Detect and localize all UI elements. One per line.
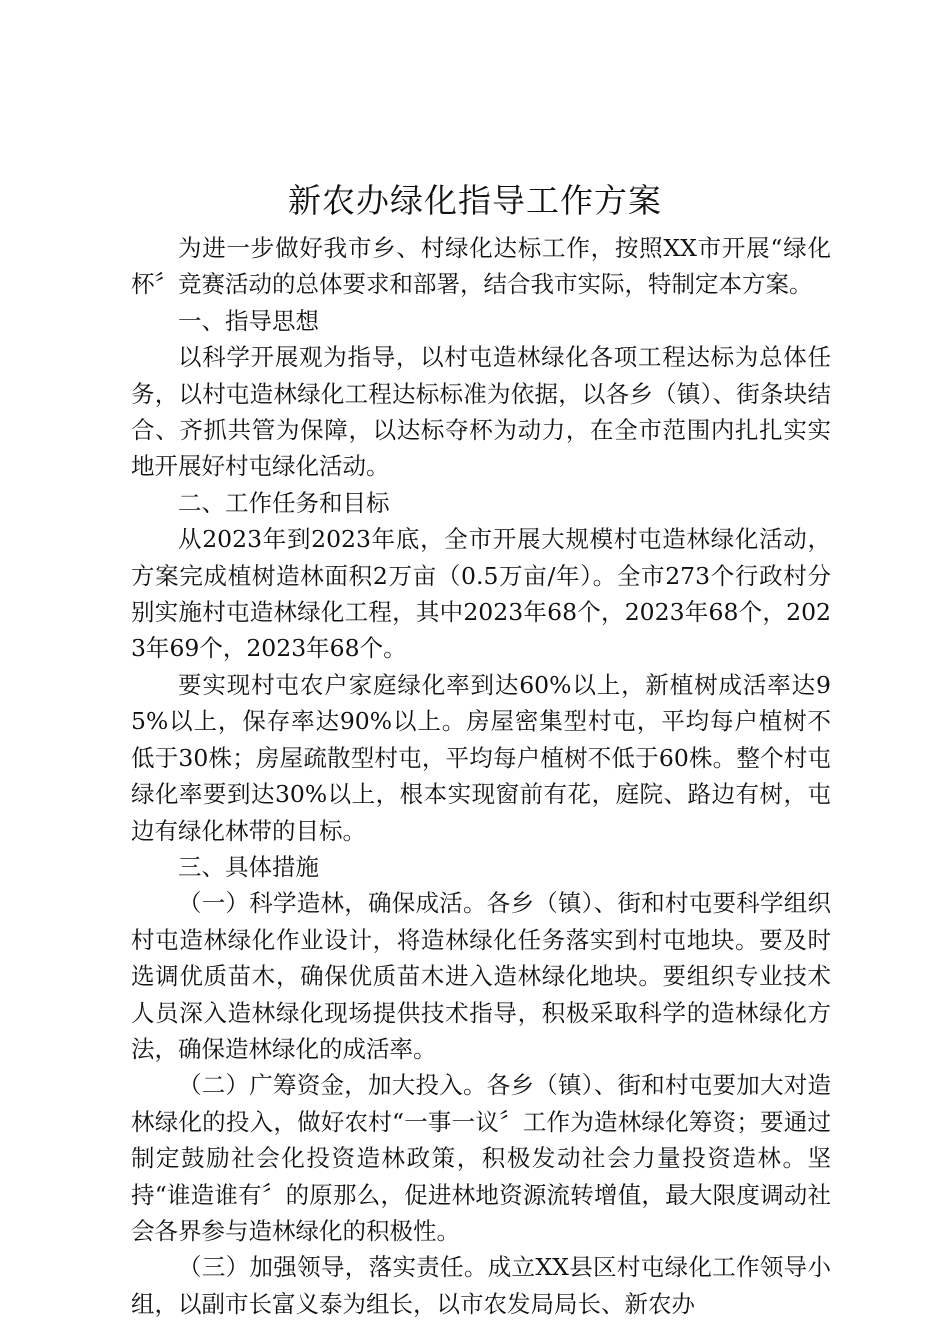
document-title: 新农办绿化指导工作方案 — [288, 181, 662, 220]
guiding-thought-paragraph: 以科学开展观为指导，以村屯造林绿化各项工程达标为总体任务，以村屯造林绿化工程达标标准为依据，以各乡（镇）、街条块结合、齐抓共管为保障，以达标夺杯为动力，在全市范围内扎扎实实地开展好村屯绿化活动。 — [131, 343, 831, 481]
measure-3-paragraph: （三）加强领导，落实责任。成立XX县区村屯绿化工作领导小组，以副市长富义泰为组长，以市农发局局长、新农办 — [131, 1253, 831, 1318]
intro-paragraph: 为进一步做好我市乡、村绿化达标工作，按照XX市开展“绿化杯〞竞赛活动的总体要求和部署，结合我市实际，特制定本方案。 — [131, 234, 831, 299]
goals-paragraph: 要实现村屯农户家庭绿化率到达60%以上，新植树成活率达95%以上，保存率达90%以上。房屋密集型村屯，平均每户植树不低于30株；房屋疏散型村屯，平均每户植树不低于60株。整个村屯绿化率要到达30%以上，根本实现窗前有花，庭院、路边有树，屯边有绿化林带的目标。 — [131, 670, 831, 845]
section-heading-tasks-goals: 二、工作任务和目标 — [178, 488, 390, 517]
document-body — [131, 230, 831, 1322]
measure-2-paragraph: （二）广筹资金，加大投入。各乡（镇）、街和村屯要加大对造林绿化的投入，做好农村“一事一议〞工作为造林绿化筹资；要通过制定鼓励社会化投资造林政策，积极发动社会力量投资造林。坚持“谁造谁有〞的原那么，促进林地资源流转增值，最大限度调动社会各界参与造林绿化的积极性。 — [131, 1071, 831, 1245]
tasks-paragraph: 从2023年到2023年底，全市开展大规模村屯造林绿化活动，方案完成植树造林面积2万亩（0.5万亩/年）。全市273个行政村分别实施村屯造林绿化工程，其中2023年68个，2023年68个，2023年69个，2023年68个。 — [131, 525, 831, 663]
section-heading-measures: 三、具体措施 — [178, 852, 319, 881]
section-heading-guiding-thought: 一、指导思想 — [178, 306, 319, 335]
measure-1-paragraph: （一）科学造林，确保成活。各乡（镇）、街和村屯要科学组织村屯造林绿化作业设计，将造林绿化任务落实到村屯地块。要及时选调优质苗木，确保优质苗木进入造林绿化地块。要组织专业技术人员深入造林绿化现场提供技术指导，积极采取科学的造林绿化方法，确保造林绿化的成活率。 — [131, 889, 831, 1063]
